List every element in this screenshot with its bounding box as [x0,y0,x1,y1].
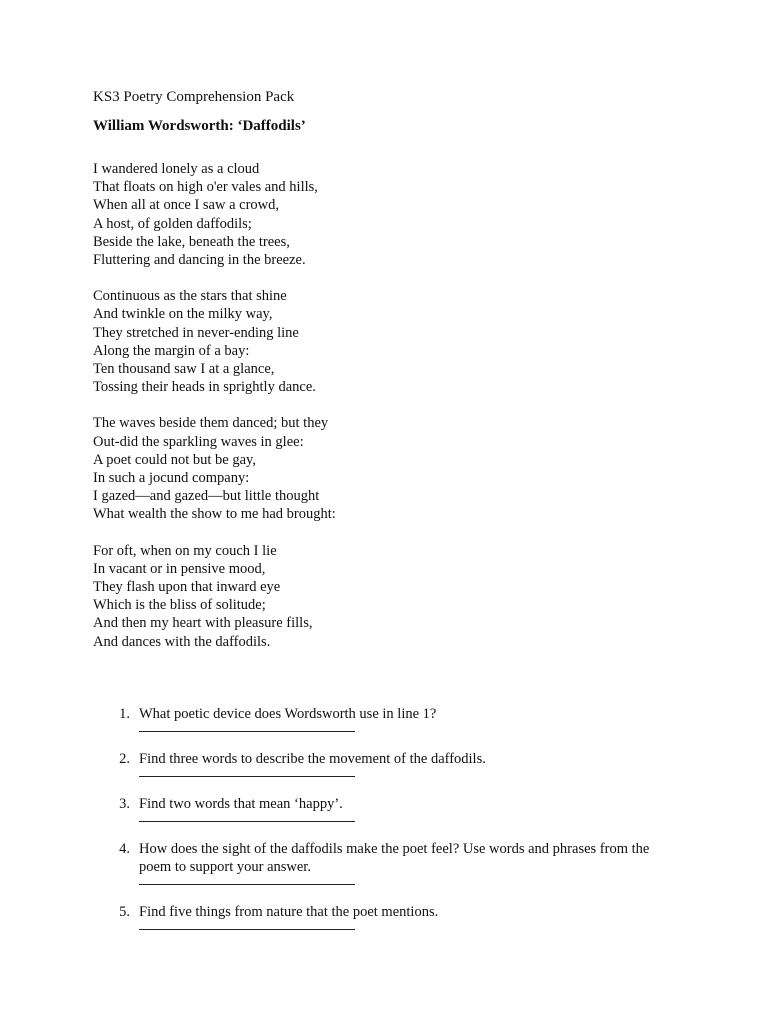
poem-body [93,160,693,669]
poem-line: And then my heart with pleasure fills, [93,615,313,632]
question-item [93,705,693,732]
question-text: What poetic device does Wordsworth use in line 1? [139,706,437,722]
stanza [93,542,693,651]
stanza [93,414,693,523]
answer-line[interactable] [139,731,355,732]
question-text: Find five things from nature that the poet mentions. [139,904,439,920]
question-item [93,795,693,822]
question-item [93,750,693,777]
poem-line: Out-did the sparkling waves in glee: [93,433,304,450]
stanza [93,160,693,269]
document-title: KS3 Poetry Comprehension Pack [93,89,295,105]
poem-line: Ten thousand saw I at a glance, [93,361,275,378]
poem-line: Tossing their heads in sprightly dance. [93,379,316,396]
poem-line: For oft, when on my couch I lie [93,542,277,559]
poem-line: What wealth the show to me had brought: [93,506,336,523]
answer-line[interactable] [139,884,355,885]
question-text: Find three words to describe the movement of the daffodils. [139,751,486,767]
question-item [93,840,693,885]
poem-line: Which is the bliss of solitude; [93,597,266,614]
question-item [93,903,693,930]
poem-line: When all at once I saw a crowd, [93,197,280,214]
poem-line: In vacant or in pensive mood, [93,560,266,577]
poem-line: And dances with the daffodils. [93,633,271,650]
question-number: 1. [119,706,130,722]
answer-line[interactable] [139,776,355,777]
question-number: 5. [119,904,130,920]
stanza [93,287,693,396]
question-number: 4. [119,841,130,857]
poem-title: William Wordsworth: ‘Daffodils’ [93,118,306,134]
question-number: 2. [119,751,130,767]
question-number: 3. [119,796,130,812]
poem-line: The waves beside them danced; but they [93,415,329,432]
poem-line: A poet could not but be gay, [93,451,256,468]
question-text: How does the sight of the daffodils make the poet feel? Use words and phrases from the poem to support your answer. [139,841,650,875]
poem-line: I wandered lonely as a cloud [93,161,260,177]
question-list [93,705,693,930]
answer-line[interactable] [139,929,355,930]
poem-line: They stretched in never-ending line [93,324,299,341]
poem-line: In such a jocund company: [93,470,250,487]
answer-line[interactable] [139,821,355,822]
poem-line: That floats on high o'er vales and hills, [93,179,318,196]
poem-line: I gazed—and gazed—but little thought [93,488,320,505]
poem-line: A host, of golden daffodils; [93,215,252,232]
poem-line: Fluttering and dancing in the breeze. [93,252,306,269]
poem-line: Along the margin of a bay: [93,342,250,359]
poem-line: And twinkle on the milky way, [93,306,273,323]
poem-line: Beside the lake, beneath the trees, [93,233,290,250]
poem-line: Continuous as the stars that shine [93,288,287,305]
poem-line: They flash upon that inward eye [93,579,281,596]
question-text: Find two words that mean ‘happy’. [139,796,343,812]
